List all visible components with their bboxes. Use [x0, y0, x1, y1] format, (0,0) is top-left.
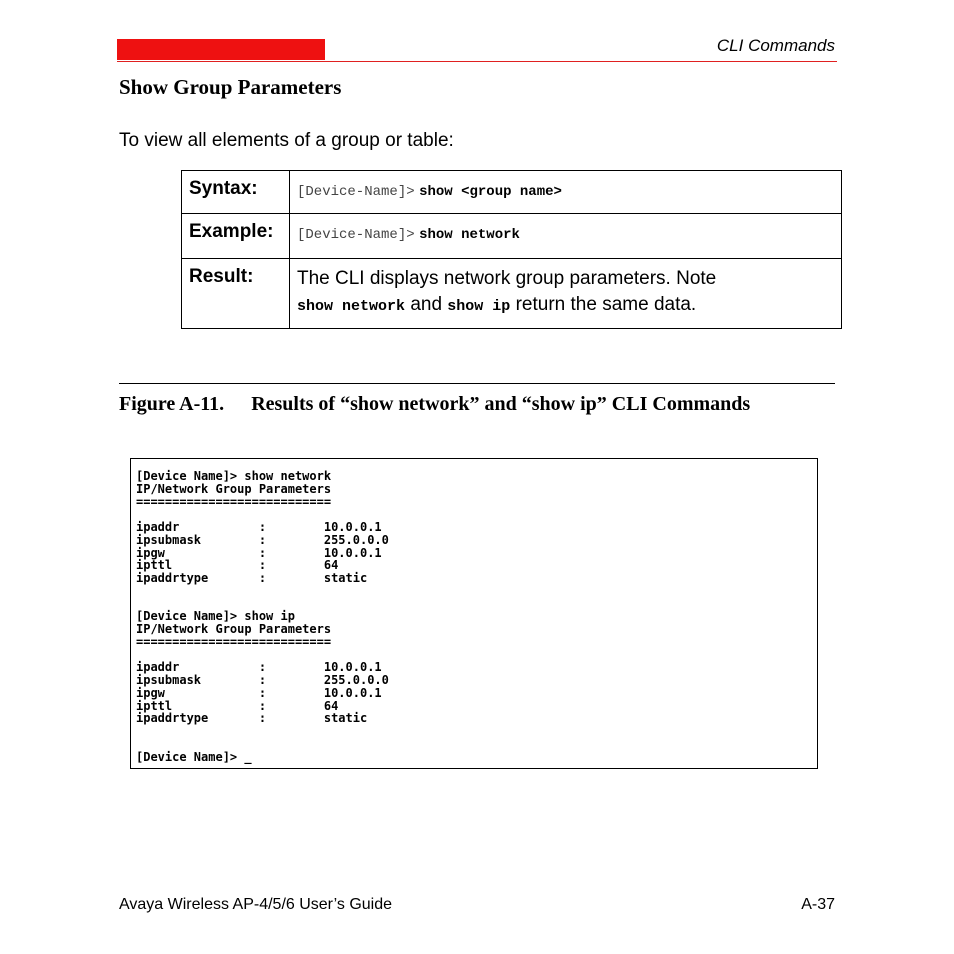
result-label: Result: [182, 259, 290, 329]
result-text-3: return the same data. [515, 294, 697, 315]
section-heading: Show Group Parameters [119, 75, 342, 99]
console-screenshot [130, 458, 818, 769]
figure-rule [119, 383, 835, 384]
syntax-value [290, 171, 842, 214]
example-row [182, 214, 842, 259]
result-code-1: show network [297, 298, 406, 315]
syntax-row [182, 171, 842, 214]
intro-text: To view all elements of a group or table: [119, 130, 454, 151]
example-prompt: [Device-Name]> [297, 227, 415, 243]
header-red-bar [117, 39, 325, 60]
example-command: show network [419, 227, 520, 243]
command-table [181, 170, 842, 329]
syntax-label: Syntax: [182, 171, 290, 214]
header-rule [117, 61, 837, 62]
result-code-2: show ip [447, 298, 511, 315]
footer-guide-title: Avaya Wireless AP-4/5/6 User’s Guide [119, 896, 393, 913]
figure-caption [119, 393, 819, 415]
example-value [290, 214, 842, 259]
syntax-command: show <group name> [419, 184, 562, 200]
header-title: CLI Commands [716, 36, 835, 55]
figure-caption-text: Results of “show network” and “show ip” CLI Commands [251, 393, 751, 415]
example-label: Example: [182, 214, 290, 259]
result-value [290, 259, 842, 329]
footer-page-number: A-37 [801, 896, 835, 913]
result-row [182, 259, 842, 329]
console-output: [Device Name]> show network IP/Network Group Parameters =========================== ipaddr : 10.0.0.1 ipsubmask : 255.0.0.0 ipgw : 10.0.0.1 ipttl : 64 ipaddrtype : static [Device Name]> show ip IP/Network Group Parameters =========================== ipaddr : 10.0.0.1 ipsubmask : 255.0.0.0 ipgw : 10.0.0.1 ipttl : 64 ipaddrtype : static [Device Name]> _ [136, 469, 389, 764]
syntax-prompt: [Device-Name]> [297, 184, 415, 200]
figure-number: Figure A-11. [119, 393, 225, 415]
result-text-2: and [410, 294, 443, 315]
result-text-1: The CLI displays network group parameters. Note [297, 268, 717, 289]
